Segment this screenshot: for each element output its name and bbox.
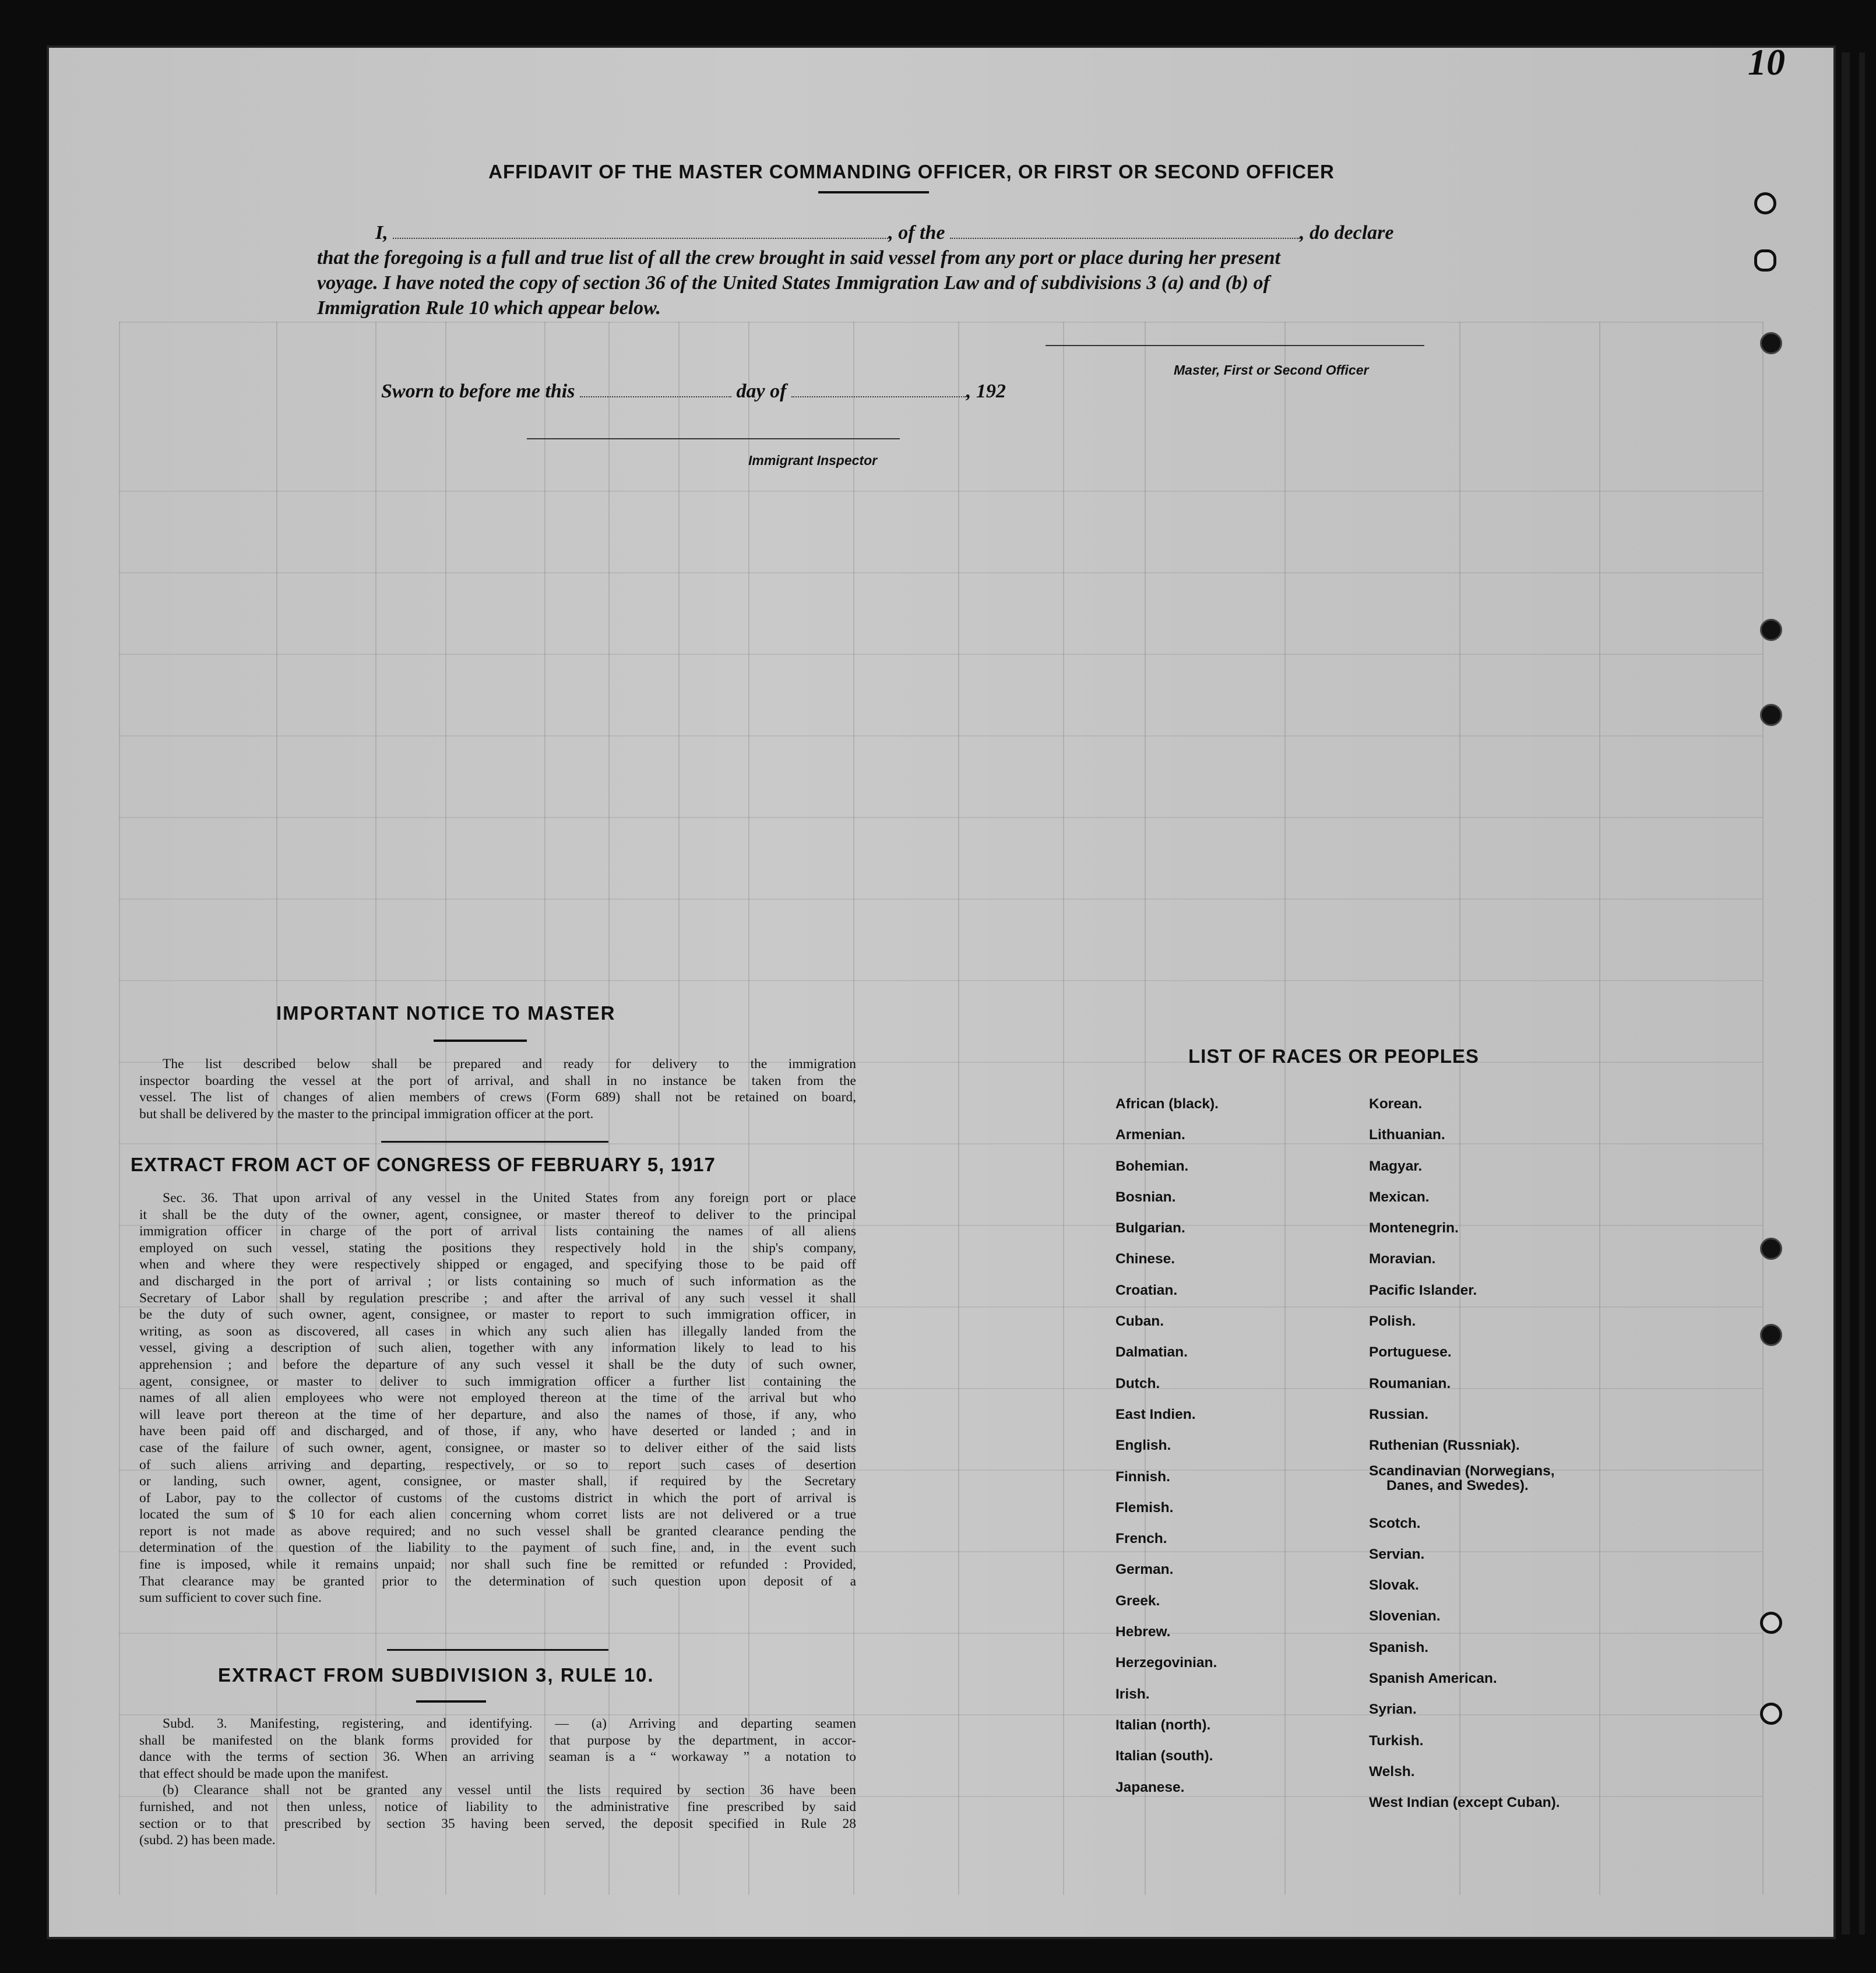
race-item: Italian (north). <box>1115 1717 1211 1733</box>
race-item: Flemish. <box>1115 1499 1174 1516</box>
text-line: when and where they were respectively shipped or engaged, and specifying those to be paid off <box>139 1257 856 1273</box>
text-line: and discharged in the port of arrival ; or lists containing so much of such information as the <box>139 1273 856 1289</box>
text-line: dance with the terms of section 36. When an arriving seaman is a “ workaway ” a notation to <box>139 1749 856 1765</box>
text-line: sum sufficient to cover such fine. <box>139 1590 322 1606</box>
race-item: Spanish American. <box>1369 1671 1497 1687</box>
affidavit-line-2: that the foregoing is a full and true list of all the crew brought in said vessel from any port or place during her present <box>317 247 1280 269</box>
race-item: African (black). <box>1115 1096 1219 1112</box>
race-item: Russian. <box>1369 1406 1429 1422</box>
month-blank[interactable] <box>791 381 966 397</box>
separator-rule <box>381 1141 608 1143</box>
race-item: English. <box>1115 1438 1171 1454</box>
race-item: Herzegovinian. <box>1115 1655 1217 1671</box>
affidavit-of-the: , of the <box>888 222 945 244</box>
affidavit-do-declare: , do declare <box>1300 222 1394 244</box>
sworn-line <box>381 379 1006 404</box>
rule-extract-title: EXTRACT FROM SUBDIVISION 3, RULE 10. <box>218 1664 654 1686</box>
races-title: LIST OF RACES OR PEOPLES <box>1188 1045 1479 1067</box>
punch-hole <box>1760 1324 1782 1346</box>
notice-title: IMPORTANT NOTICE TO MASTER <box>276 1002 616 1024</box>
race-item: West Indian (except Cuban). <box>1369 1795 1560 1811</box>
text-line: shall be manifested on the blank forms provided for that purpose by the department, in accor- <box>139 1732 856 1748</box>
affidavit-line-4: Immigration Rule 10 which appear below. <box>317 297 661 319</box>
punch-hole <box>1754 192 1776 214</box>
text-line: of such aliens arriving and departing, respectively, or so to report such cases of desertion <box>139 1457 856 1472</box>
text-line: that effect should be made upon the manifest. <box>139 1766 389 1781</box>
text-line: located the sum of $ 10 for each alien concerning whom corret lists are not delivered or a true <box>139 1507 856 1523</box>
master-signature-label: Master, First or Second Officer <box>1174 362 1369 378</box>
signature-line[interactable] <box>1046 345 1424 346</box>
affidavit-i: I, <box>375 222 388 244</box>
text-line: be the duty of such owner, agent, consignee, or master to report to such immigration officer, in <box>139 1307 856 1323</box>
act-extract-text <box>139 1190 856 1606</box>
race-item: Roumanian. <box>1369 1375 1451 1391</box>
text-line: vessel. The list of changes of alien members of crews (Form 689) shall not be retained on board, <box>139 1090 856 1105</box>
race-item: French. <box>1115 1531 1167 1547</box>
race-item: Syrian. <box>1369 1701 1417 1718</box>
text-line: immigration officer in charge of the port of arrival lists containing the names of all aliens <box>139 1224 856 1239</box>
rule-extract-rule <box>416 1700 486 1703</box>
race-item: Servian. <box>1369 1546 1425 1562</box>
year-text: , 192 <box>966 380 1006 402</box>
text-line: case of the failure of such owner, agent, consignee, or master so to deliver either of the said lists <box>139 1440 856 1456</box>
text-line: Secretary of Labor shall by regulation prescribe ; and after the arrival of any such vessel it shall <box>139 1290 856 1306</box>
races-left-column <box>1115 1088 1219 1803</box>
race-item: Dalmatian. <box>1115 1344 1188 1361</box>
race-item: Hebrew. <box>1115 1624 1171 1640</box>
race-item: Bosnian. <box>1115 1189 1176 1205</box>
race-item: Cuban. <box>1115 1313 1164 1330</box>
race-item: Chinese. <box>1115 1251 1175 1267</box>
race-item: Scotch. <box>1369 1515 1421 1531</box>
race-item: Croatian. <box>1115 1282 1178 1298</box>
text-line: fine is imposed, while it remains unpaid; nor shall such fine be remitted or refunded : Provided, <box>139 1557 856 1573</box>
race-item: German. <box>1115 1562 1174 1578</box>
race-item: Italian (south). <box>1115 1748 1213 1764</box>
manifest-page <box>47 41 1836 1939</box>
race-item: Slovak. <box>1369 1577 1419 1594</box>
race-item: Moravian. <box>1369 1251 1436 1267</box>
text-line: apprehension ; and before the departure of any such vessel it shall be the duty of such owner, <box>139 1357 856 1372</box>
race-item: Bohemian. <box>1115 1158 1189 1174</box>
race-item: Armenian. <box>1115 1127 1185 1143</box>
text-line: it shall be the duty of the owner, agent, consignee, or master thereof to deliver to the principal <box>139 1207 856 1222</box>
race-item: East Indien. <box>1115 1406 1196 1422</box>
text-line: That clearance may be granted prior to the determination of such question upon deposit of a <box>139 1573 856 1589</box>
binding-strip-2 <box>1859 52 1865 1935</box>
separator-rule-2 <box>387 1649 608 1651</box>
race-item: Polish. <box>1369 1313 1416 1330</box>
race-item: Lithuanian. <box>1369 1127 1445 1143</box>
day-blank[interactable] <box>580 381 731 397</box>
inspector-label: Immigrant Inspector <box>748 453 878 468</box>
text-line: section or to that prescribed by section 35 having been served, the deposit specified in Rule 28 <box>139 1816 856 1831</box>
rule-extract-text <box>139 1715 856 1849</box>
text-line: determination of the question of the liability to the payment of such fine, and, in the event such <box>139 1540 856 1556</box>
race-item: Ruthenian (Russniak). <box>1369 1438 1520 1454</box>
races-right-column <box>1369 1088 1560 1819</box>
punch-hole <box>1760 1703 1782 1725</box>
text-line: inspector boarding the vessel at the port of arrival, and shall in no instance be taken from the <box>139 1073 856 1088</box>
text-line: (subd. 2) has been made. <box>139 1833 276 1848</box>
text-line: furnished, and not then unless, notice of liability to the administrative fine prescribed by said <box>139 1799 856 1815</box>
text-line: of Labor, pay to the collector of customs of the customs district in which the port of arrival is <box>139 1490 856 1506</box>
race-item: Irish. <box>1115 1686 1150 1702</box>
race-item: Greek. <box>1115 1593 1160 1609</box>
race-item: Finnish. <box>1115 1468 1170 1485</box>
punch-hole <box>1760 704 1782 726</box>
affidavit-title: AFFIDAVIT OF THE MASTER COMMANDING OFFICER, OR FIRST OR SECOND OFFICER <box>488 161 1335 182</box>
text-line: will leave port thereon at the time of her departure, and also the names of those, if any, who <box>139 1407 856 1422</box>
race-item: Japanese. <box>1115 1779 1185 1795</box>
act-extract-title: EXTRACT FROM ACT OF CONGRESS OF FEBRUARY 5, 1917 <box>131 1154 716 1175</box>
text-line: vessel, giving a description of such alien, together with any information likely to lead to his <box>139 1340 856 1356</box>
text-line: but shall be delivered by the master to the principal immigration officer at the port. <box>139 1106 594 1122</box>
text-line: (b) Clearance shall not be granted any vessel until the lists required by section 36 have been <box>163 1782 856 1798</box>
text-line: or landing, such owner, agent, consignee, or master shall, if required by the Secretary <box>139 1474 856 1489</box>
punch-hole <box>1760 1238 1782 1260</box>
vessel-blank[interactable] <box>950 223 1300 239</box>
punch-hole <box>1760 619 1782 641</box>
text-line: Sec. 36. That upon arrival of any vessel in the United States from any foreign port or place <box>163 1190 856 1206</box>
race-item: Welsh. <box>1369 1763 1415 1780</box>
punch-hole <box>1760 1612 1782 1634</box>
race-item: Turkish. <box>1369 1732 1424 1749</box>
notice-rule <box>434 1040 527 1042</box>
sworn-text: Sworn to before me this <box>381 380 575 402</box>
day-of-text: day of <box>736 380 787 402</box>
notice-text <box>139 1056 856 1122</box>
affidavit-line-3: voyage. I have noted the copy of section 36 of the United States Immigration Law and of subdivisions 3 (a) and (b) of <box>317 272 1270 294</box>
race-item: Dutch. <box>1115 1375 1160 1391</box>
punch-hole <box>1760 332 1782 354</box>
race-item: Spanish. <box>1369 1639 1429 1655</box>
race-item-scandinavian <box>1369 1461 1560 1508</box>
race-line: Danes, and Swedes). <box>1386 1477 1529 1493</box>
race-item: Slovenian. <box>1369 1608 1441 1625</box>
race-item: Korean. <box>1369 1096 1423 1112</box>
affidavit-line-1 <box>375 220 1393 245</box>
race-item: Mexican. <box>1369 1189 1430 1205</box>
race-item: Montenegrin. <box>1369 1220 1459 1236</box>
text-line: agent, consignee, or master to deliver to such immigration officer a further list containing the <box>139 1373 856 1389</box>
inspector-signature-line[interactable] <box>527 438 900 439</box>
race-item: Pacific Islander. <box>1369 1282 1477 1298</box>
binding-strip <box>1842 52 1850 1935</box>
title-rule <box>818 191 929 193</box>
punch-hole <box>1754 249 1776 272</box>
race-item: Portuguese. <box>1369 1344 1452 1361</box>
race-item: Bulgarian. <box>1115 1220 1185 1236</box>
text-line: The list described below shall be prepared and ready for delivery to the immigration <box>163 1056 856 1072</box>
text-line: writing, as soon as discovered, all cases in which any such alien has illegally landed from the <box>139 1323 856 1339</box>
page-number-mark: 10 <box>1748 41 1785 83</box>
race-item: Magyar. <box>1369 1158 1423 1174</box>
name-blank[interactable] <box>393 223 888 239</box>
text-line: Subd. 3. Manifesting, registering, and identifying. — (a) Arriving and departing seamen <box>163 1716 856 1731</box>
race-line: Scandinavian (Norwegians, <box>1369 1463 1555 1479</box>
text-line: report is not made as above required; and no such vessel shall be granted clearance pending the <box>139 1523 856 1539</box>
text-line: employed on such vessel, stating the positions they respectively hold in the ship's company, <box>139 1240 856 1256</box>
text-line: have been paid off and discharged, and of those, if any, who have deserted or landed ; and in <box>139 1424 856 1439</box>
text-line: names of all alien employees who were not employed thereon at the time of the arrival but who <box>139 1390 856 1406</box>
